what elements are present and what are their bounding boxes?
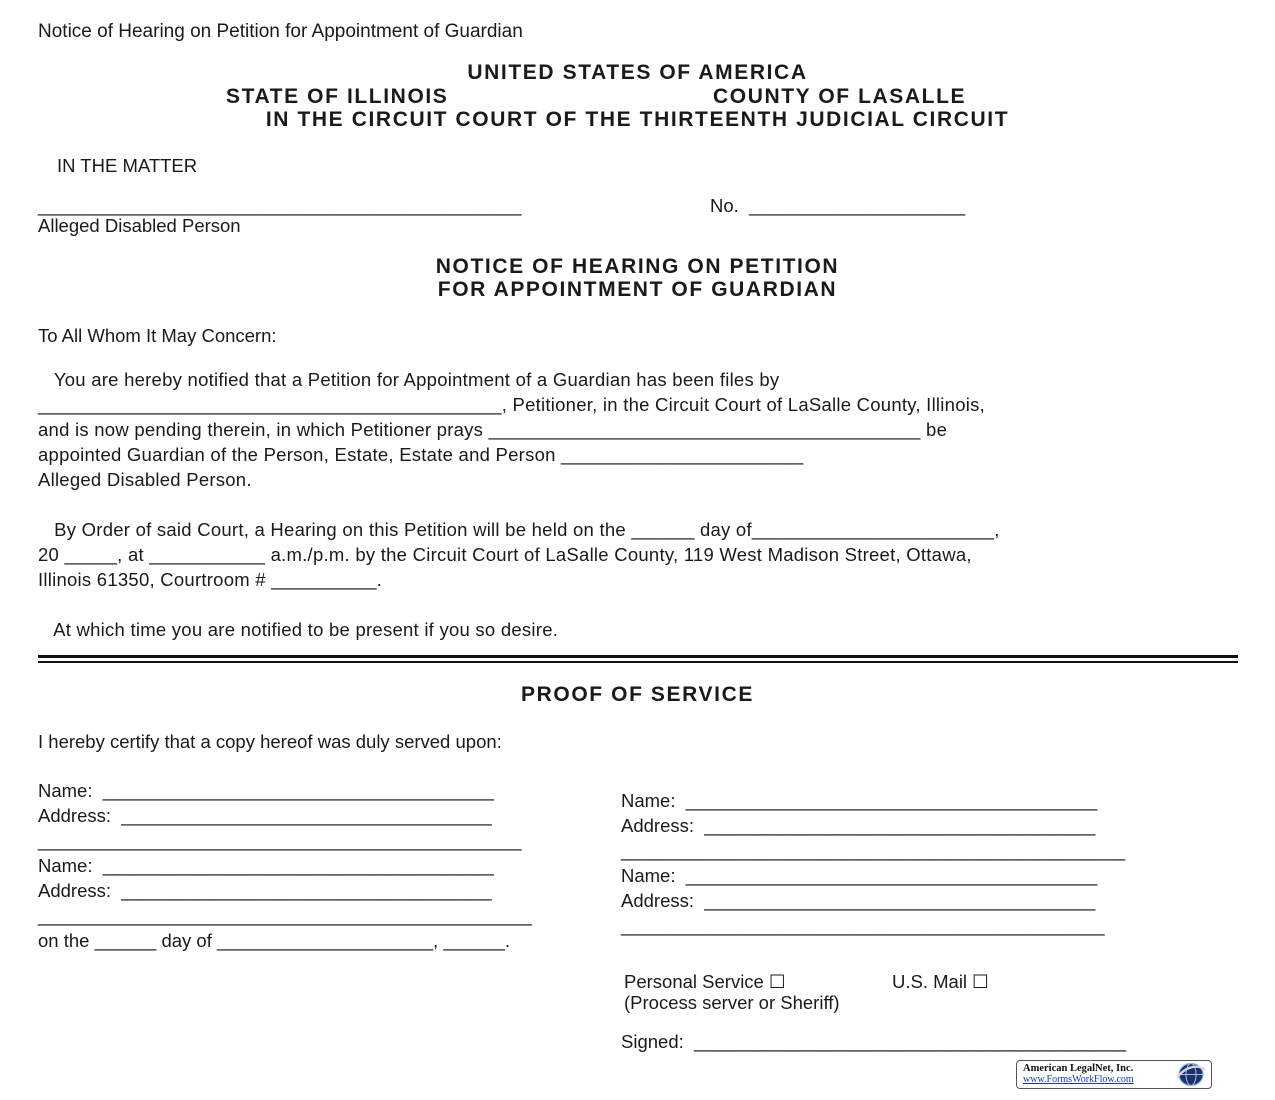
proof-of-service-title: PROOF OF SERVICE [521, 683, 754, 706]
certify-statement: I hereby certify that a copy hereof was duly served upon: [38, 731, 502, 752]
left-address-field-2[interactable]: Address: ____________________________________ [38, 880, 492, 901]
section-divider-thin [38, 661, 1238, 663]
left-address-field-1[interactable]: Address: ____________________________________ [38, 805, 492, 826]
form-header-title: Notice of Hearing on Petition for Appointment of Guardian [38, 21, 523, 42]
left-address-line-2[interactable]: ________________________________________________ [38, 905, 532, 926]
right-address-line-2[interactable]: _______________________________________________ [621, 915, 1105, 936]
right-address-line-1[interactable]: _________________________________________________ [621, 840, 1126, 861]
left-name-field-1[interactable]: Name: ______________________________________ [38, 780, 494, 801]
party-name-blank[interactable]: _______________________________________________ [38, 195, 522, 216]
case-number-field[interactable]: No. _____________________ [710, 195, 966, 216]
present-notice-paragraph: At which time you are notified to be present if you so desire. [38, 619, 559, 640]
petition-paragraph-line[interactable]: appointed Guardian of the Person, Estate, Estate and Person _______________________ [38, 444, 804, 465]
us-mail-checkbox[interactable]: U.S. Mail ☐ [892, 971, 989, 992]
left-address-line-1[interactable]: _______________________________________________ [38, 830, 522, 851]
notice-title-line-1: NOTICE OF HEARING ON PETITION [435, 255, 840, 278]
caption-line-1: UNITED STATES OF AMERICA [467, 61, 808, 84]
hearing-paragraph-line[interactable]: 20 _____, at ___________ a.m./p.m. by the Circuit Court of LaSalle County, 119 West Madison Street, Ottawa, [38, 544, 972, 565]
hearing-paragraph-line[interactable]: By Order of said Court, a Hearing on this Petition will be held on the ______ day of_______________________, [38, 519, 1000, 540]
petition-paragraph-line: Alleged Disabled Person. [38, 469, 252, 490]
petition-paragraph-line: You are hereby notified that a Petition for Appointment of a Guardian has been files by [38, 369, 780, 390]
section-divider-thick [38, 655, 1238, 658]
caption-line-3: IN THE CIRCUIT COURT OF THE THIRTEENTH JUDICIAL CIRCUIT [265, 108, 1010, 131]
publisher-name: American LegalNet, Inc. [1023, 1063, 1134, 1074]
in-the-matter-label: IN THE MATTER [57, 155, 198, 176]
salutation: To All Whom It May Concern: [38, 325, 277, 346]
publisher-logo [1016, 1060, 1212, 1089]
alleged-disabled-person-label: Alleged Disabled Person [38, 215, 241, 236]
globe-icon [1175, 1062, 1207, 1087]
right-address-field-2[interactable]: Address: ______________________________________ [621, 890, 1096, 911]
right-name-field-1[interactable]: Name: ________________________________________ [621, 790, 1098, 811]
publisher-url-link[interactable]: www.FormsWorkFlow.com [1023, 1074, 1134, 1085]
caption-state: STATE OF ILLINOIS [226, 85, 449, 108]
petition-paragraph-line[interactable]: ____________________________________________, Petitioner, in the Circuit Court of LaSalle County, Illinois, [38, 394, 985, 415]
caption-county: COUNTY OF LASALLE [713, 85, 967, 108]
process-server-note: (Process server or Sheriff) [624, 992, 840, 1013]
hearing-paragraph-line[interactable]: Illinois 61350, Courtroom # __________. [38, 569, 383, 590]
petition-paragraph-line[interactable]: and is now pending therein, in which Petitioner prays _________________________________________ be [38, 419, 948, 440]
signature-field[interactable]: Signed: __________________________________________ [621, 1031, 1127, 1052]
service-date-field[interactable]: on the ______ day of _____________________, ______. [38, 930, 511, 951]
personal-service-checkbox[interactable]: Personal Service ☐ [624, 971, 786, 992]
right-name-field-2[interactable]: Name: ________________________________________ [621, 865, 1098, 886]
left-name-field-2[interactable]: Name: ______________________________________ [38, 855, 494, 876]
notice-title-line-2: FOR APPOINTMENT OF GUARDIAN [437, 278, 838, 301]
right-address-field-1[interactable]: Address: ______________________________________ [621, 815, 1096, 836]
